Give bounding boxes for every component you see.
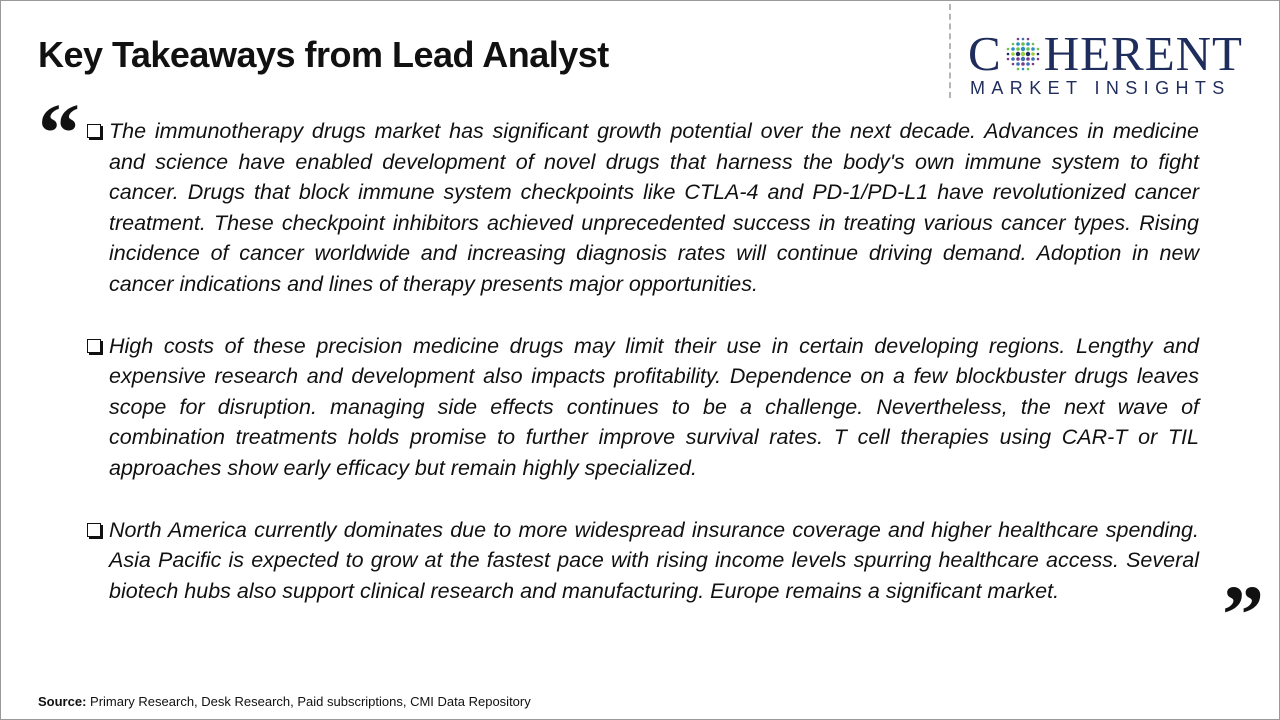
takeaways-list bbox=[86, 116, 1199, 637]
takeaway-text: The immunotherapy drugs market has significant growth potential over the next decade. Advances in medicine and science have enabled development of novel drugs that harness the body's own immune system to fight cancer. Drugs that block immune system checkpoints like CTLA-4 and PD-1/PD-L1 have revolutionized cancer treatment. These checkpoint inhibitors achieved unprecedented success in treating various cancer types. Rising incidence of cancer worldwide and increasing diagnosis rates will continue driving demand. Adoption in new cancer indications and lines of therapy presents major opportunities. bbox=[109, 119, 1199, 296]
company-logo bbox=[968, 28, 1264, 100]
source-note bbox=[38, 694, 531, 709]
dotted-globe-icon bbox=[1003, 34, 1043, 74]
logo-letter-c: C bbox=[968, 26, 1002, 81]
source-text: Primary Research, Desk Research, Paid subscriptions, CMI Data Repository bbox=[90, 694, 531, 709]
close-quote-mark: ” bbox=[1222, 569, 1264, 662]
checkbox-bullet-icon bbox=[87, 339, 101, 353]
logo-letters-herent: HERENT bbox=[1043, 26, 1243, 81]
checkbox-bullet-icon bbox=[87, 523, 101, 537]
open-quote-mark: “ bbox=[38, 87, 80, 180]
takeaway-text: North America currently dominates due to more widespread insurance coverage and higher healthcare spending. Asia Pacific is expected to grow at the fastest pace with rising income levels spurring healthcare access. Several biotech hubs also support clinical research and manufacturing. Europe remains a significant market. bbox=[109, 517, 1199, 603]
logo-tagline: MARKET INSIGHTS bbox=[970, 78, 1231, 98]
takeaway-text: High costs of these precision medicine drugs may limit their use in certain developing regions. Lengthy and expensive research and development also impacts profitability. Dependence on a few blockbuster drugs leaves scope for disruption. managing side effects continues to be a challenge. Nevertheless, the next wave of combination treatments holds promise to further improve survival rates. T cell therapies using CAR-T or TIL approaches show early efficacy but remain highly specialized. bbox=[109, 333, 1199, 480]
takeaway-item bbox=[86, 116, 1199, 300]
checkbox-bullet-icon bbox=[87, 124, 101, 138]
logo-wordmark bbox=[968, 28, 1243, 80]
takeaway-item bbox=[86, 331, 1199, 484]
page-title: Key Takeaways from Lead Analyst bbox=[38, 34, 609, 75]
source-label: Source: bbox=[38, 694, 87, 709]
header-divider bbox=[949, 4, 951, 98]
takeaway-item bbox=[86, 515, 1199, 607]
